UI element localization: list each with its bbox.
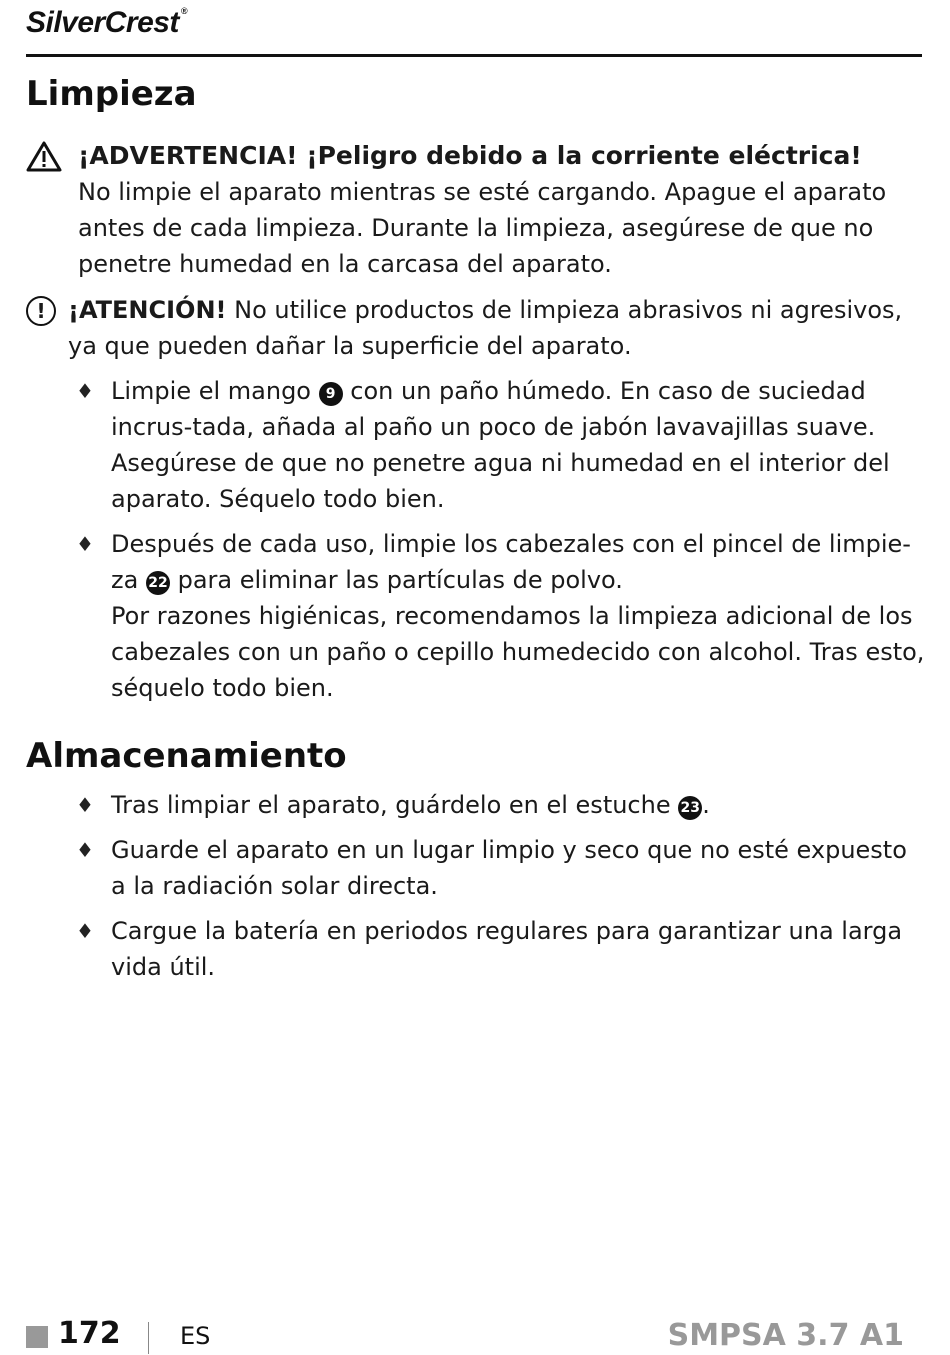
list-item [76,832,926,904]
footer-divider [148,1322,149,1354]
bullet-diamond-icon: ♦ [76,532,94,556]
list-item [76,913,926,985]
part-reference-badge: 23 [678,796,702,820]
brand-logo [26,6,187,40]
step-text-before: Limpie el mango [111,377,311,405]
bullet-diamond-icon: ♦ [76,379,94,403]
step-text: Guarde el aparato en un lugar limpio y seco que no esté expuesto a la radiación solar directa. [111,836,907,900]
list-item [76,373,926,517]
attention-body: No utilice productos de limpieza abrasivos ni agresivos, ya que pueden dañar la superficie del aparato. [68,296,903,360]
cleaning-steps [76,373,926,715]
storage-steps [76,787,926,994]
step-text-before: Tras limpiar el aparato, guárdelo en el estuche [111,791,671,819]
bullet-diamond-icon: ♦ [76,793,94,817]
warning-title: ¡ADVERTENCIA! ¡Peligro debido a la corriente eléctrica! [78,141,862,170]
language-code: ES [180,1322,211,1350]
header-rule [26,54,922,57]
list-item [76,526,926,706]
list-item [76,787,926,823]
bullet-diamond-icon: ♦ [76,919,94,943]
brand-name: SilverCrest [26,6,179,39]
step-extra: Por razones higiénicas, recomendamos la limpieza adicional de los cabezales con un paño o cepillo humedecido con alcohol. Tras esto, séquelo todo bien. [111,602,925,702]
section-title-storage: Almacenamiento [26,736,347,776]
step-text-after: para eliminar las partículas de polvo. [177,566,623,594]
attention-title: ¡ATENCIÓN! [68,296,227,324]
attention-paragraph [68,292,918,364]
model-number: SMPSA 3.7 A1 [667,1318,904,1353]
section-title-cleaning: Limpieza [26,74,197,114]
part-reference-badge: 22 [146,571,170,595]
part-reference-badge: 9 [319,382,343,406]
warning-body: No limpie el aparato mientras se esté cargando. Apague el aparato antes de cada limpieza. Durante la limpieza, asegúrese de que no penetre humedad en la carcasa del aparato. [78,178,887,278]
step-text-after: . [702,791,710,819]
step-text-after: con un paño húmedo. En caso de suciedad incrus-tada, añada al paño un poco de jabón lavavajillas suave. Asegúrese de que no penetre agua ni humedad en el interior del aparato. Séquelo todo bien. [111,377,890,513]
registered-mark: ® [180,6,188,16]
warning-triangle-icon [26,140,62,172]
step-text-before: Después de cada uso, limpie los cabezales con el pincel de limpie-za [111,530,911,594]
step-text: Cargue la batería en periodos regulares para garantizar una larga vida útil. [111,917,903,981]
exclamation-circle-icon: ! [26,296,56,326]
bullet-diamond-icon: ♦ [76,838,94,862]
page-number: 172 [58,1316,121,1351]
footer-square-icon [26,1326,48,1348]
